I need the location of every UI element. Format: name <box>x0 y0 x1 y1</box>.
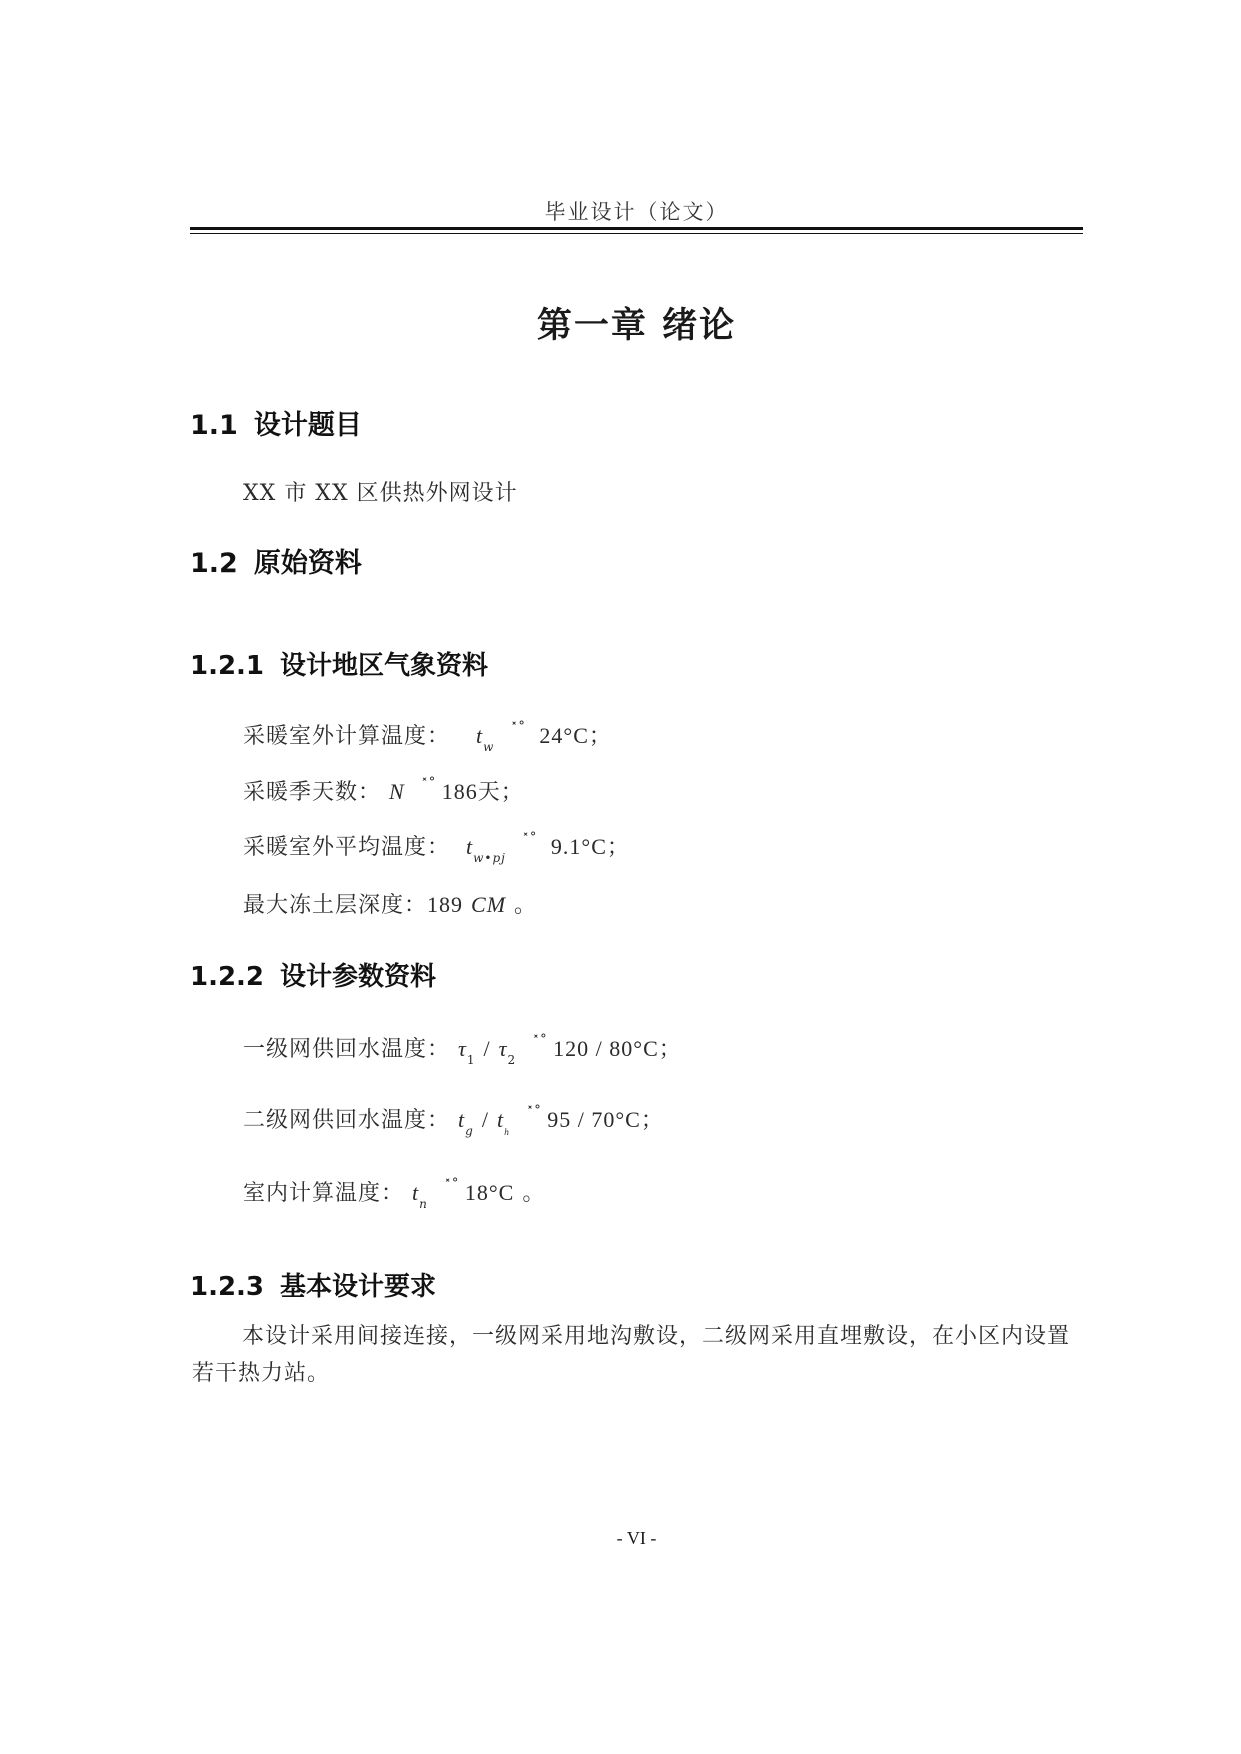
section-number: 1.1 <box>190 410 238 441</box>
equals-glyph: ˟˚ <box>510 720 526 738</box>
param-value: 18°C <box>464 1180 515 1205</box>
param-end: 。 <box>522 1181 546 1206</box>
param-symbol: τ <box>498 1036 508 1061</box>
param-subscript: w•pj <box>473 851 506 865</box>
param-label: 二级网供回水温度： <box>243 1108 451 1133</box>
param-subscript: n <box>419 1197 428 1211</box>
param-end: ； <box>640 1108 664 1133</box>
param-end: ； <box>588 724 612 749</box>
equals-glyph: ˟˚ <box>443 1177 459 1195</box>
param-outdoor-avg-temp <box>243 830 630 865</box>
param-symbol: t <box>476 723 484 748</box>
page-number: - VI - <box>616 1528 657 1548</box>
section-title: 原始资料 <box>253 548 362 579</box>
equals-glyph: ˟˚ <box>526 1104 542 1122</box>
param-subscript: 1 <box>466 1053 476 1067</box>
param-symbol: t <box>466 834 474 859</box>
param-symbol: t <box>496 1107 505 1132</box>
subsection-heading-1-2-1 <box>190 645 488 682</box>
section-number: 1.2.3 <box>190 1272 265 1302</box>
param-heating-days <box>243 775 524 806</box>
design-requirements-paragraph: 本设计采用间接连接，一级网采用地沟敷设，二级网采用直埋敷设，在小区内设置若干热力站。 <box>192 1324 1071 1386</box>
param-primary-supply-return: 一级网供回水温度： $\tau_1 / \tau_2$ ˟˚ 120 / 80°C； <box>243 1033 682 1067</box>
subsection-heading-1-2-3 <box>190 1266 436 1303</box>
param-label: 采暖季天数： <box>243 780 382 805</box>
param-label: 室内计算温度： <box>243 1181 405 1206</box>
param-symbol: t <box>412 1180 420 1205</box>
param-outdoor-design-temp <box>243 719 612 754</box>
param-subscript: h <box>504 1128 511 1137</box>
param-unit: CM <box>471 892 507 917</box>
equals-glyph: ˟˚ <box>521 831 537 849</box>
param-end: 。 <box>514 893 538 918</box>
param-symbol: t <box>458 1107 466 1132</box>
param-label: 最大冻土层深度： <box>243 893 428 918</box>
param-label: 采暖室外计算温度： <box>243 724 451 749</box>
param-indoor-design-temp <box>243 1176 546 1211</box>
equals-glyph: ˟˚ <box>532 1033 548 1051</box>
param-value: 120 / 80°C <box>553 1036 659 1061</box>
param-subscript: g <box>465 1124 474 1138</box>
param-symbol: N <box>389 779 405 804</box>
param-subscript: w <box>483 740 495 754</box>
param-value: 24°C <box>539 723 589 748</box>
param-end: ； <box>658 1037 682 1062</box>
section-number: 1.2.2 <box>190 962 265 992</box>
design-topic-text: XX 市 XX 区供热外网设计 <box>243 481 518 506</box>
section-title: 设计参数资料 <box>280 962 437 992</box>
chapter-title: 第一章 绪论 <box>536 306 737 346</box>
section-title: 设计地区气象资料 <box>280 651 489 681</box>
param-label: 一级网供回水温度： <box>243 1037 451 1062</box>
param-value: 95 / 70°C <box>547 1107 641 1132</box>
section-heading-1-1 <box>190 403 362 442</box>
param-value: 9.1°C <box>550 834 607 859</box>
subsection-heading-1-2-2 <box>190 956 436 993</box>
section-title: 设计题目 <box>253 410 362 441</box>
param-value: 186天 <box>441 779 501 804</box>
param-frost-depth <box>243 888 537 919</box>
param-end: ； <box>500 780 524 805</box>
section-title: 基本设计要求 <box>280 1272 437 1302</box>
header-rule-thin <box>190 233 1083 234</box>
header-rule-thick <box>190 227 1083 230</box>
param-value: 189 <box>427 892 464 917</box>
running-header: 毕业设计（论文） <box>544 200 729 224</box>
section-number: 1.2.1 <box>190 651 265 681</box>
param-subscript: 2 <box>507 1053 517 1067</box>
param-secondary-supply-return: 二级网供回水温度： $t_g / t_h$ ˟˚ 95 / 70°C； <box>243 1104 664 1138</box>
param-label: 采暖室外平均温度： <box>243 835 451 860</box>
equals-glyph: ˟˚ <box>420 776 436 794</box>
param-symbol: τ <box>458 1036 467 1061</box>
param-end: ； <box>606 835 630 860</box>
section-heading-1-2 <box>190 541 362 580</box>
section-number: 1.2 <box>190 548 238 579</box>
